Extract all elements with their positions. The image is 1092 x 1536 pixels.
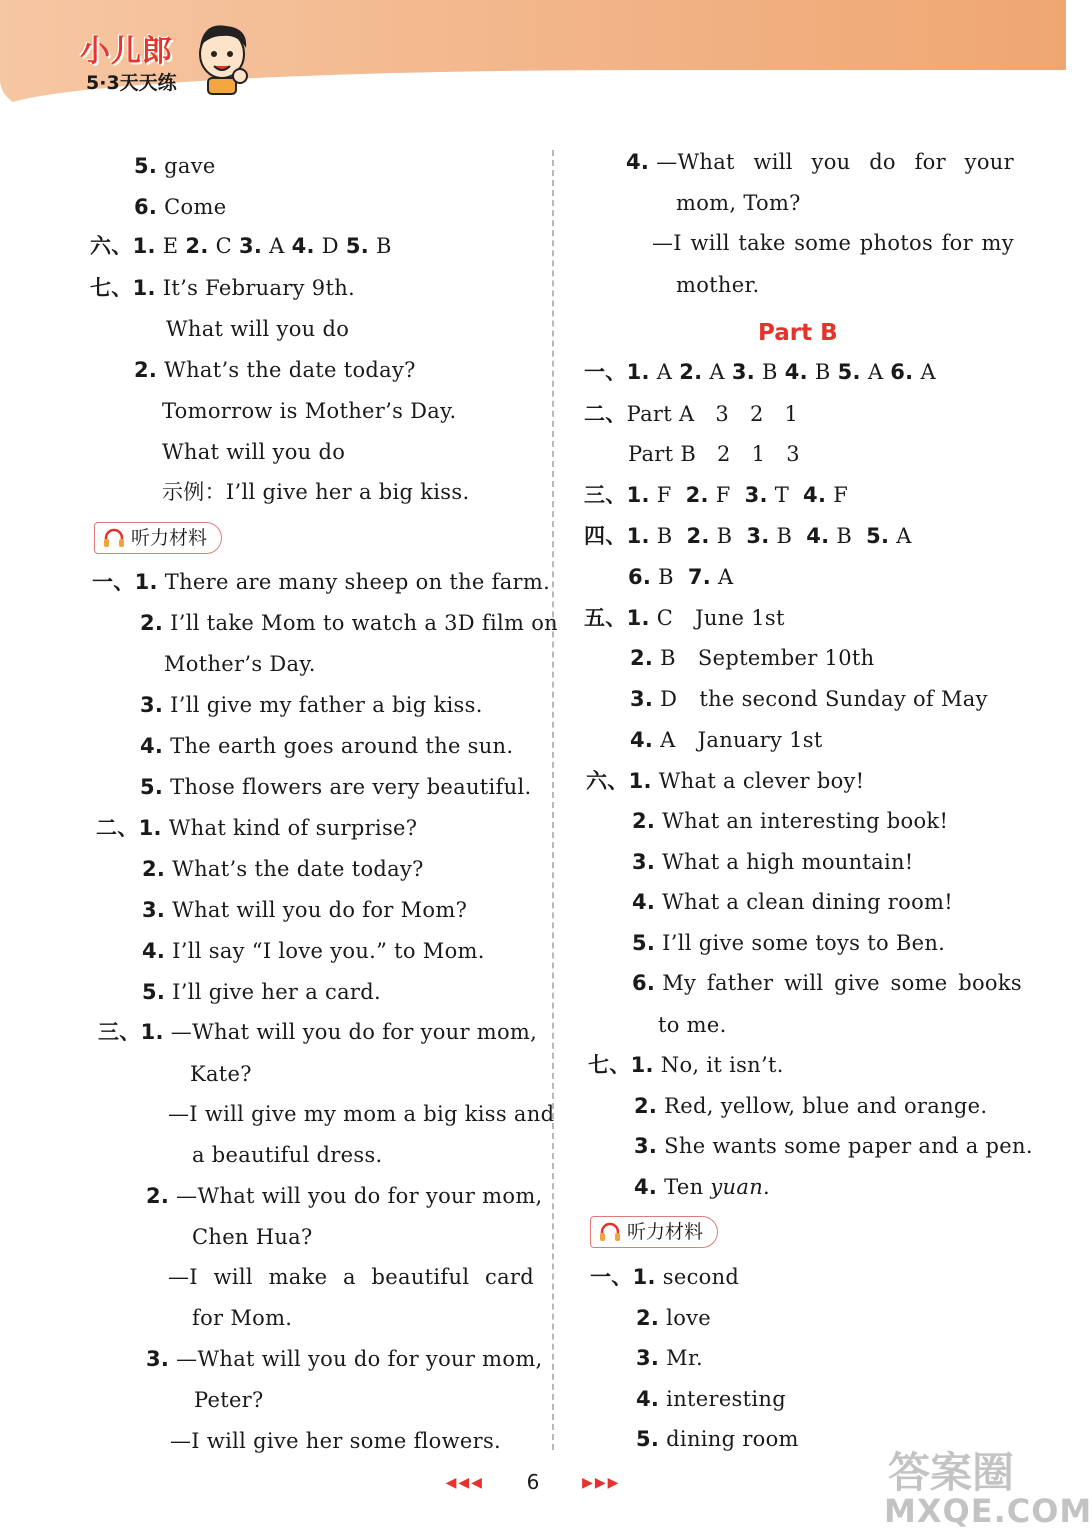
answer-line: 二、1. What kind of surprise?	[96, 816, 418, 840]
answer-line: 2. Red, yellow, blue and orange.	[634, 1094, 988, 1118]
answer-line: 五、1. C June 1st	[584, 606, 785, 630]
watermark-top: 答案圈	[888, 1448, 1015, 1497]
page-number: 6	[526, 1470, 540, 1494]
answer-line: 3. I’ll give my father a big kiss.	[140, 693, 483, 717]
answer-line: 二、Part A 3 2 1	[584, 402, 799, 426]
listening-material-tag	[590, 1216, 718, 1248]
answer-line: 六、1. E 2. C 3. A 4. D 5. B	[90, 234, 392, 258]
answer-line: 5. dining room	[636, 1427, 799, 1451]
answer-line: 4. Ten yuan.	[634, 1175, 771, 1199]
answer-line: 一、1. There are many sheep on the farm.	[92, 570, 551, 594]
answer-line: 一、1. A 2. A 3. B 4. B 5. A 6. A	[584, 360, 936, 384]
watermark	[884, 1440, 1092, 1530]
answer-line: mom, Tom?	[676, 191, 801, 215]
answer-line: 四、1. B 2. B 3. B 4. B 5. A	[584, 524, 912, 548]
answer-line: 一、1. second	[590, 1265, 740, 1289]
answer-line: 七、1. It’s February 9th.	[90, 276, 356, 300]
brand-series: 5·3天天练	[86, 72, 177, 94]
answer-line: 六、1. What a clever boy!	[586, 769, 865, 793]
answer-line: —I will take some photos for my	[652, 231, 1014, 255]
answer-line: 4. I’ll say “I love you.” to Mom.	[142, 939, 485, 963]
answer-line: to me.	[658, 1013, 727, 1037]
answer-line: 2. What’s the date today?	[142, 857, 424, 881]
answer-line: 3. What will you do for Mom?	[142, 898, 468, 922]
left-arrows-icon: ◀◀◀	[445, 1475, 484, 1491]
part-b-heading: Part B	[758, 320, 838, 346]
answer-line: 5. I’ll give her a card.	[142, 980, 381, 1004]
answer-line: Part B 2 1 3	[628, 442, 800, 466]
answer-line: What will you do	[162, 440, 346, 464]
answer-line: 2. B September 10th	[630, 646, 875, 670]
answer-line: 4. interesting	[636, 1387, 786, 1411]
brand-name: 小儿郎	[80, 34, 173, 69]
mascot-boy-icon	[192, 20, 254, 96]
answer-line: Tomorrow is Mother’s Day.	[162, 399, 457, 423]
answer-line: 6. B 7. A	[628, 565, 734, 589]
answer-line: mother.	[676, 273, 760, 297]
answer-line: 3. Mr.	[636, 1346, 703, 1370]
answer-line: 2. —What will you do for your mom,	[146, 1184, 543, 1208]
brand-logo	[80, 20, 260, 100]
answer-line: 三、1. —What will you do for your mom,	[98, 1020, 538, 1044]
answer-line: 三、1. F 2. F 3. T 4. F	[584, 483, 849, 507]
listening-material-label: 听力材料	[627, 1221, 704, 1243]
watermark-bottom: MXQE.COM	[884, 1492, 1092, 1530]
column-divider	[552, 150, 554, 1450]
answer-line: 5. I’ll give some toys to Ben.	[632, 931, 946, 955]
answer-line: 4. A January 1st	[630, 728, 823, 752]
answer-line: for Mom.	[192, 1306, 293, 1330]
answer-line: 5. Those flowers are very beautiful.	[140, 775, 532, 799]
answer-line: Mother’s Day.	[164, 652, 316, 676]
answer-line: 3. —What will you do for your mom,	[146, 1347, 543, 1371]
answer-line: 2. What an interesting book!	[632, 809, 949, 833]
answer-line: 6. Come	[134, 195, 227, 219]
answer-line: —I will give my mom a big kiss and	[168, 1102, 555, 1126]
answer-line: 3. What a high mountain!	[632, 850, 914, 874]
headphones-icon	[599, 1222, 621, 1242]
answer-line: —I will make a beautiful card	[168, 1265, 534, 1289]
answer-line: 4. —What will you do for your	[626, 150, 1014, 174]
answer-line: 2. What’s the date today?	[134, 358, 416, 382]
answer-line: 6. My father will give some books	[632, 971, 1022, 995]
answer-line: 2. love	[636, 1306, 712, 1330]
answer-line: a beautiful dress.	[192, 1143, 383, 1167]
answer-line: 2. I’ll take Mom to watch a 3D film on	[140, 611, 558, 635]
answer-line: 3. D the second Sunday of May	[630, 687, 988, 711]
answer-line: 示例：I’ll give her a big kiss.	[162, 480, 470, 504]
headphones-icon	[103, 528, 125, 548]
answer-line: Chen Hua?	[192, 1225, 313, 1249]
answer-line: Kate?	[190, 1062, 252, 1086]
answer-line: 3. She wants some paper and a pen.	[634, 1134, 1033, 1158]
answer-line: Peter?	[194, 1388, 264, 1412]
answer-line: 4. The earth goes around the sun.	[140, 734, 514, 758]
listening-material-label: 听力材料	[131, 527, 208, 549]
answer-line: What will you do	[166, 317, 350, 341]
answer-line: —I will give her some flowers.	[170, 1429, 502, 1453]
answer-line: 5. gave	[134, 154, 216, 178]
right-arrows-icon: ▶▶▶	[582, 1475, 621, 1491]
answer-line: 七、1. No, it isn’t.	[588, 1053, 784, 1077]
listening-material-tag	[94, 522, 222, 554]
answer-line: 4. What a clean dining room!	[632, 890, 953, 914]
